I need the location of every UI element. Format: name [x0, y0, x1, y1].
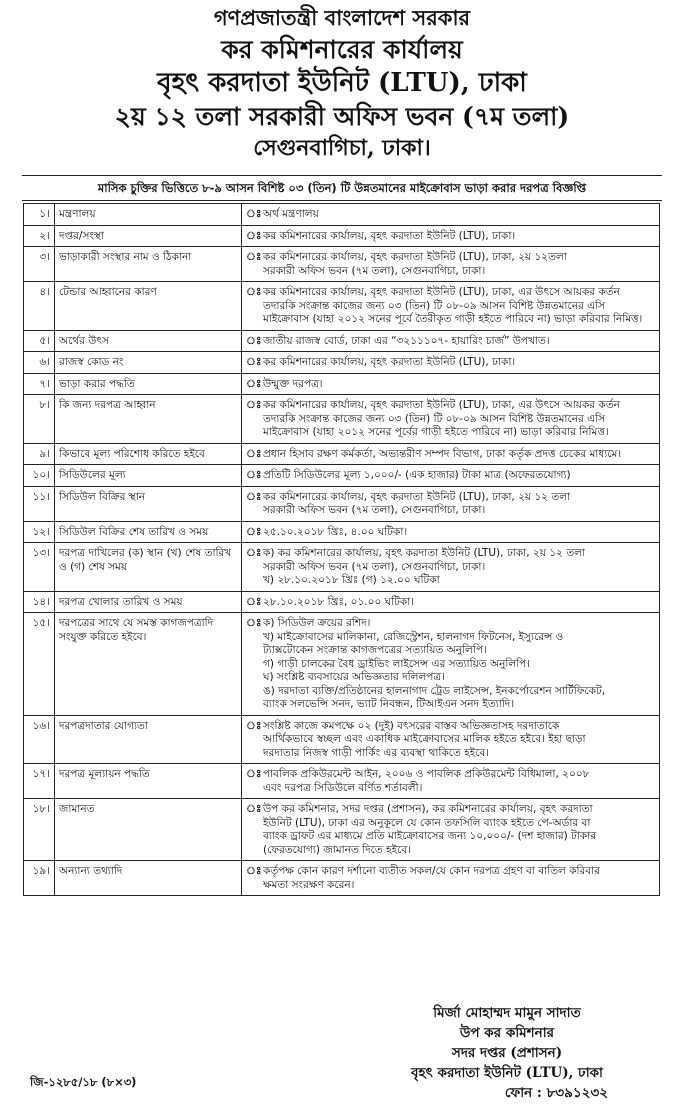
table-row: [24, 352, 660, 374]
item-number: ৪।: [24, 282, 55, 331]
signatory-office: বৃহৎ করদাতা ইউনিট (LTU), ঢাকা: [411, 1065, 603, 1081]
item-value-line: কর কমিশনারের কার্যালয়, বৃহৎ করদাতা ইউনিট (LTU), ঢাকা, ২য় ১২ তলা: [263, 490, 571, 503]
item-label: দরপত্র খোলার তারিখ ও সময়: [55, 591, 242, 613]
item-value-line: আর্থিকভাবে স্বচ্ছল এবং একাধিক মাইক্রোবাসের মালিক হইতে হইবে। ইহা ছাড়া: [263, 733, 586, 745]
item-separator: ঃ: [242, 521, 260, 543]
item-value: [259, 395, 660, 444]
item-value-line: দরদাতার নিজস্ব গাড়ী পার্কিং এর ব্যবস্থা থাকিতে হইবে।: [263, 746, 490, 759]
item-number: ১০।: [24, 465, 55, 487]
item-value: [259, 591, 660, 613]
item-value: [259, 799, 660, 861]
table-row: [24, 247, 660, 282]
item-separator: ঃ: [242, 486, 260, 521]
item-value-line: খ) ২৮.১০.২০১৮ খ্রিঃ (গ) ১২.০০ ঘটিকা: [263, 574, 440, 586]
tender-details-table: [23, 203, 660, 896]
item-label: জামানত: [55, 799, 242, 861]
item-value: [259, 443, 660, 465]
item-separator: ঃ: [242, 282, 260, 331]
item-value-line: ব্যাংক সলভেন্সি সনদ, ভ্যাট নিবন্ধন, টিআইএন সনদ ইত্যাদি।: [263, 698, 515, 710]
item-value-line: ২৫.১০.২০১৮ খ্রিঃ, ৪.০০ ঘটিকা।: [263, 525, 408, 538]
item-label: টেন্ডার আহ্বানের কারণ: [55, 282, 242, 331]
item-label: ভাড়াকারী সংস্থার নাম ও ঠিকানা: [55, 247, 242, 282]
item-value-line: পাবলিক প্রকিউরমেন্ট আইন, ২০০৬ ও পাবলিক প্রকিউরমেন্ট বিধিমালা, ২০০৮: [263, 768, 590, 780]
item-separator: ঃ: [242, 373, 260, 395]
item-value-line: ক) সিডিউল ক্রয়ের রশিদ।: [263, 617, 371, 629]
item-separator: ঃ: [242, 613, 260, 716]
item-separator: ঃ: [242, 247, 260, 282]
item-separator: ঃ: [242, 715, 260, 764]
item-value-line: ২৮.১০.২০১৮ খ্রিঃ, ০১.০০ ঘটিকা।: [263, 595, 414, 608]
item-value-line: কর কমিশনারের কার্যালয়, বৃহৎ করদাতা ইউনিট (LTU), ঢাকা, ২য় ১২তলা: [263, 251, 567, 263]
item-value-line: ট্যাক্সটোকেন সংক্রান্ত কাগজপত্রের সত্যায়িত অনুলিপি।: [263, 644, 487, 656]
item-separator: ঃ: [242, 465, 260, 487]
item-value-line: কর কমিশনারের কার্যালয়, বৃহৎ করদাতা ইউনিট (LTU), ঢাকা।: [263, 229, 516, 242]
item-label: সিডিউল বিক্রির স্থান: [55, 486, 242, 521]
table-row: [24, 543, 660, 592]
item-value: [259, 486, 660, 521]
item-value-line: প্রতিটি সিডিউলের মূল্য ১,০০০/- (এক হাজার) টাকা মাত্র (অফেরতযোগ্য): [263, 469, 571, 481]
item-value-line: কর কমিশনারের কার্যালয়, বৃহৎ করদাতা ইউনিট (LTU), ঢাকা, এর উৎসে আয়কর কর্তন: [263, 399, 620, 411]
item-number: ১৯।: [24, 861, 55, 896]
item-value-line: ইউনিট (LTU), ঢাকা এর অনুকূলে যে কোন তফসিলি ব্যাংক হইতে পে-অর্ডার বা: [263, 816, 591, 829]
item-separator: ঃ: [242, 799, 260, 861]
table-row: [24, 799, 660, 861]
table-row: [24, 225, 660, 247]
item-number: ৮।: [24, 395, 55, 444]
item-value: [259, 373, 660, 395]
item-separator: ঃ: [242, 443, 260, 465]
item-value: [259, 247, 660, 282]
item-value-line: (ফেরতযোগ্য) জামানত দিতে হইবে।: [263, 843, 411, 856]
office-title: কর কমিশনারের কার্যালয়: [221, 35, 463, 64]
item-value-line: এবং দরপত্র সিডিউলে বর্ণিত শর্তাবলী।: [263, 781, 423, 794]
item-value: [259, 465, 660, 487]
item-value: [259, 225, 660, 247]
table-row: [24, 764, 660, 799]
item-value: [259, 613, 660, 716]
item-value: [259, 204, 660, 226]
item-label: কি জন্য দরপত্র আহ্বান: [55, 395, 242, 444]
item-separator: ঃ: [242, 861, 260, 896]
item-number: ৯।: [24, 443, 55, 465]
item-value: [259, 861, 660, 896]
table-row: [24, 591, 660, 613]
signatory-designation: উপ কর কমিশনার: [459, 1025, 555, 1041]
item-value-line: জাতীয় রাজস্ব বোর্ড, ঢাকা এর “৩২১১১০৭- হায়ারিং চার্জ” উপখাত।: [263, 334, 550, 347]
item-number: ১।: [24, 204, 55, 226]
table-row: [24, 861, 660, 896]
item-value-line: সরকারী অফিস ভবন (৭ম তলা), সেগুনবাগিচা, ঢাকা।: [263, 560, 486, 573]
item-number: ১৩।: [24, 543, 55, 592]
item-value-line: ঙ) দরদাতা ব্যক্তি/প্রতিষ্ঠানের হালনাগাদ ট্রেড লাইসেন্স, ইনকর্পোরেশন সার্টিফিকেট,: [263, 684, 606, 697]
item-number: ১৮।: [24, 799, 55, 861]
table-row: [24, 373, 660, 395]
item-separator: ঃ: [242, 543, 260, 592]
item-number: ১৭।: [24, 764, 55, 799]
item-label: কিভাবে মূল্য পরিশোধ করিতে হইবে: [55, 443, 242, 465]
table-row: [24, 521, 660, 543]
item-label: দরপত্রের সাথে যে সমস্ত কাগজপত্রাদি সংযুক্ত করিতে হইবে।: [55, 613, 242, 716]
item-number: ১৬।: [24, 715, 55, 764]
item-label: মন্ত্রণালয়: [55, 204, 242, 226]
item-separator: ঃ: [242, 591, 260, 613]
item-value-line: ঘ) সংশ্লিষ্ট ব্যবসায়ের অভিজ্ঞতার দলিলপত্র।: [263, 671, 445, 683]
unit-title: বৃহৎ করদাতা ইউনিট (LTU), ঢাকা: [157, 68, 527, 98]
item-value-line: উপ কর কমিশনার, সদর দপ্তর (প্রশাসন), কর কমিশনারের কার্যালয়, বৃহৎ করদাতা: [263, 803, 593, 815]
item-value-line: ব্যাংক ড্রাফট এর মাধ্যমে প্রতি মাইক্রোবাসের জন্য ১০,০০০/- (দশ হাজার) টাকার: [263, 830, 596, 842]
item-number: ২।: [24, 225, 55, 247]
item-value-line: অর্থ মন্ত্রণালয়: [263, 208, 319, 220]
item-value: [259, 521, 660, 543]
item-value-line: মাইক্রোবাস (যাহা ২০১২ সনের পূর্বের গাড়ী হইতে পারিবে না) ভাড়া করিবার নিমিত্ত।: [263, 426, 609, 438]
item-number: ৫।: [24, 330, 55, 352]
item-value-line: খ) মাইক্রোবাসের মালিকানা, রেজিস্ট্রেশন, হালনাগদ ফিটনেস, ইস্যুরেন্স ও: [263, 630, 564, 643]
item-value-line: সরকারী অফিস ভবন (৭ম তলা), সেগুনবাগিচা, ঢাকা।: [263, 264, 486, 277]
signatory-section: সদর দপ্তর (প্রশাসন): [451, 1045, 563, 1061]
table-row: [24, 715, 660, 764]
table-row: [24, 443, 660, 465]
item-value-line: তদারকি সংক্রান্ত কাজের জন্য ০৩ (তিন) টি ০৮-০৯ আসন বিশিষ্ট উন্নতমানের এসি: [263, 412, 605, 425]
item-value: [259, 715, 660, 764]
item-number: ৬।: [24, 352, 55, 374]
item-separator: ঃ: [242, 764, 260, 799]
signature-block: [362, 1003, 652, 1103]
item-value: [259, 764, 660, 799]
item-label: দরপত্র মূল্যায়ন পদ্ধতি: [55, 764, 242, 799]
item-number: ৭।: [24, 373, 55, 395]
table-row: [24, 486, 660, 521]
item-number: ১৪।: [24, 591, 55, 613]
signatory-phone: ফোন : ৮৩৯১২৩২: [504, 1085, 608, 1101]
item-separator: ঃ: [242, 352, 260, 374]
item-value-line: কর কমিশনারের কার্যালয়, বৃহৎ করদাতা ইউনিট (LTU), ঢাকা।: [263, 356, 516, 368]
item-separator: ঃ: [242, 204, 260, 226]
table-row: [24, 395, 660, 444]
item-number: ১৫।: [24, 613, 55, 716]
government-title: গণপ্রজাতন্ত্রী বাংলাদেশ সরকার: [213, 5, 471, 30]
item-value-line: কর কমিশনারের কার্যালয়, বৃহৎ করদাতা ইউনিট (LTU), ঢাকা, এর উৎসে আয়কর কর্তন: [263, 286, 620, 298]
item-value-line: সংশ্লিষ্ট কাজে কমপক্ষে ০২ (দুই) বৎসরের বাস্তব অভিজ্ঞতাসহ দরদাতাকে: [263, 719, 560, 732]
item-label: সিডিউলের মূল্য: [55, 465, 242, 487]
item-value-line: গ) গাড়ী চালকের বৈধ ড্রাইভিং লাইসেন্স এর সত্যায়িত অনুলিপি।: [263, 657, 531, 670]
table-row: [24, 282, 660, 331]
item-value-line: মাইক্রোবাস (যাহা ২০১২ সনের পূর্বে তৈরীকৃত গাড়ী হইতে পারিবে না) ভাড়া করিবার নিমিত্ত।: [263, 313, 643, 325]
notice-subject: মাসিক চুক্তির ভিত্তিতে ৮-৯ আসন বিশিষ্ট ০৩ (তিন) টি উন্নতমানের মাইক্রোবাস ভাড়া করার দরপত্র বিজ্ঞপ্তি: [22, 175, 662, 201]
item-label: অর্থের উৎস: [55, 330, 242, 352]
item-label: দরপত্রদাতার যোগ্যতা: [55, 715, 242, 764]
item-value-line: সরকারী অফিস ভবন (৭ম তলা), সেগুনবাগিচা, ঢাকা।: [263, 504, 486, 516]
item-value: [259, 282, 660, 331]
table-row: [24, 613, 660, 716]
table-row: [24, 465, 660, 487]
notice-header: [0, 0, 684, 164]
item-label: সিডিউল বিক্রির শেষ তারিখ ও সময়: [55, 521, 242, 543]
item-value: [259, 543, 660, 592]
signatory-name: মির্জা মোহাম্মদ মামুন সাদাত: [433, 1005, 581, 1021]
table-row: [24, 330, 660, 352]
item-separator: ঃ: [242, 395, 260, 444]
item-value: [259, 352, 660, 374]
item-number: ১১।: [24, 486, 55, 521]
item-label: অন্যান্য তথ্যাদি: [55, 861, 242, 896]
item-value: [259, 330, 660, 352]
item-value-line: ক্ষমতা সংরক্ষণ করেন।: [263, 878, 355, 891]
reference-number: জি-১২৮৫/১৮ (৮×৩): [30, 1075, 137, 1089]
item-value-line: তদারকি সংক্রান্ত কাজের জন্য ০৩ (তিন) টি ০৮-০৯ আসন বিশিষ্ট উন্নতমানের এসি: [263, 299, 605, 312]
item-value-line: কর্তৃপক্ষ কোন কারণ দর্শানো ব্যতীত সকল/যে কোন দরপত্র গ্রহণ বা বাতিল করিবার: [263, 865, 600, 877]
item-label: ভাড়া করার পদ্ধতি: [55, 373, 242, 395]
building-address: ২য় ১২ তলা সরকারী অফিস ভবন (৭ম তলা): [114, 102, 570, 131]
item-number: ১২।: [24, 521, 55, 543]
item-value-line: উন্মুক্ত দরপত্র।: [263, 377, 323, 390]
item-label: দরপত্র দাখিলের (ক) স্থান (খ) শেষ তারিখ ও (গ) শেষ সময়: [55, 543, 242, 592]
item-value-line: প্রধান হিসাব রক্ষণ কর্মকর্তা, অভ্যন্তরীণ সম্পদ বিভাগ, ঢাকা কর্তৃক প্রদত্ত চেকের মাধ্যমে।: [263, 447, 622, 460]
item-value-line: ক) কর কমিশনারের কার্যালয়, বৃহৎ করদাতা ইউনিট (LTU), ঢাকা, ২য় ১২ তলা: [263, 547, 585, 559]
item-separator: ঃ: [242, 225, 260, 247]
item-separator: ঃ: [242, 330, 260, 352]
item-label: রাজস্ব কোড নং: [55, 352, 242, 374]
item-label: দপ্তর/সংস্থা: [55, 225, 242, 247]
city-address: সেগুনবাগিচা, ঢাকা।: [253, 135, 431, 161]
table-row: [24, 204, 660, 226]
item-number: ৩।: [24, 247, 55, 282]
